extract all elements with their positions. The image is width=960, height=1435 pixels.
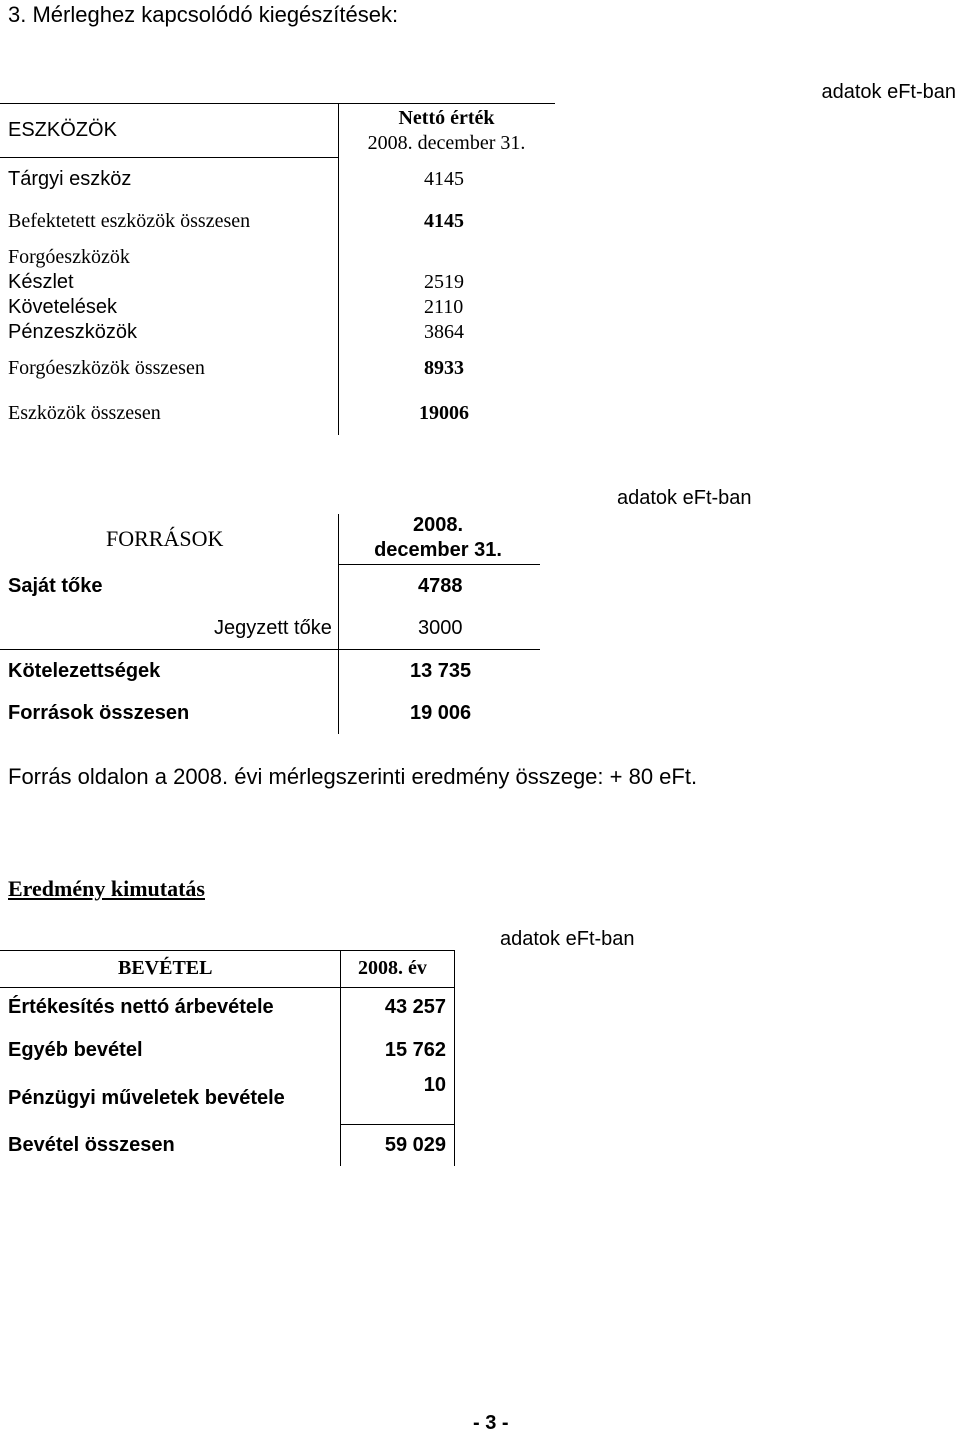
assets-row-value: 19006 [419,402,469,424]
income-header-rule [0,987,455,988]
assets-row-value: 2110 [424,296,464,318]
assets-row-value: 4145 [424,168,464,190]
assets-row-label: Követelések [8,296,117,318]
liabilities-date-header-2: december 31. [374,539,502,561]
assets-value-header-2: 2008. december 31. [367,132,526,154]
income-top-rule [0,950,455,951]
assets-value-header-1: Nettó érték [398,107,495,129]
liabilities-row-label: Kötelezettségek [8,660,161,682]
assets-row-value: 3864 [424,321,464,343]
assets-top-rule [0,103,555,104]
income-row-label: Értékesítés nettó árbevétele [8,996,274,1018]
liabilities-header-rule [338,564,540,565]
liabilities-row-label: Jegyzett tőke [214,617,332,639]
assets-row-label: Eszközök összesen [8,402,161,424]
income-title: BEVÉTEL [118,957,213,979]
income-unit-note: adatok eFt-ban [500,928,635,950]
liabilities-row-value: 19 006 [410,702,472,724]
income-row-value: 43 257 [384,996,446,1018]
liabilities-note: Forrás oldalon a 2008. évi mérlegszerinti eredmény összege: + 80 eFt. [8,764,698,789]
assets-row-value: 8933 [424,357,464,379]
liabilities-row-label: Források összesen [8,702,190,724]
assets-unit-note: adatok eFt-ban [821,81,956,103]
assets-header-rule [0,157,338,158]
income-row-value: 10 [423,1074,446,1096]
page-number: - 3 - [473,1412,509,1434]
liabilities-title: FORRÁSOK [106,526,224,551]
income-row-label: Egyéb bevétel [8,1039,143,1061]
assets-title: ESZKÖZÖK [8,119,117,141]
assets-row-label: Pénzeszközök [8,321,137,343]
assets-row-label: Forgóeszközök [8,246,130,268]
liabilities-row-value: 13 735 [410,660,472,682]
liabilities-row-label: Saját tőke [8,575,103,597]
assets-row-label: Forgóeszközök összesen [8,357,205,379]
assets-row-label: Tárgyi eszköz [8,168,132,190]
income-row-label: Pénzügyi műveletek bevétele [8,1087,285,1109]
liabilities-unit-note: adatok eFt-ban [617,487,752,509]
liabilities-row-value: 4788 [418,575,463,597]
income-row-rule [340,1124,455,1125]
income-year-header: 2008. év [358,957,427,979]
income-row-value: 59 029 [384,1134,446,1156]
assets-row-value: 4145 [424,210,464,232]
income-column-divider-right [454,950,455,1166]
assets-row-label: Befektetett eszközök összesen [8,210,251,232]
liabilities-row-value: 3000 [418,617,463,639]
income-row-label: Bevétel összesen [8,1134,175,1156]
section-heading: 3. Mérleghez kapcsolódó kiegészítések: [8,2,399,27]
assets-row-value: 2519 [424,271,464,293]
assets-row-label: Készlet [8,271,74,293]
income-row-value: 15 762 [384,1039,446,1061]
liabilities-row-rule [0,649,540,650]
liabilities-date-header-1: 2008. [412,514,464,536]
income-heading: Eredmény kimutatás [8,876,205,901]
